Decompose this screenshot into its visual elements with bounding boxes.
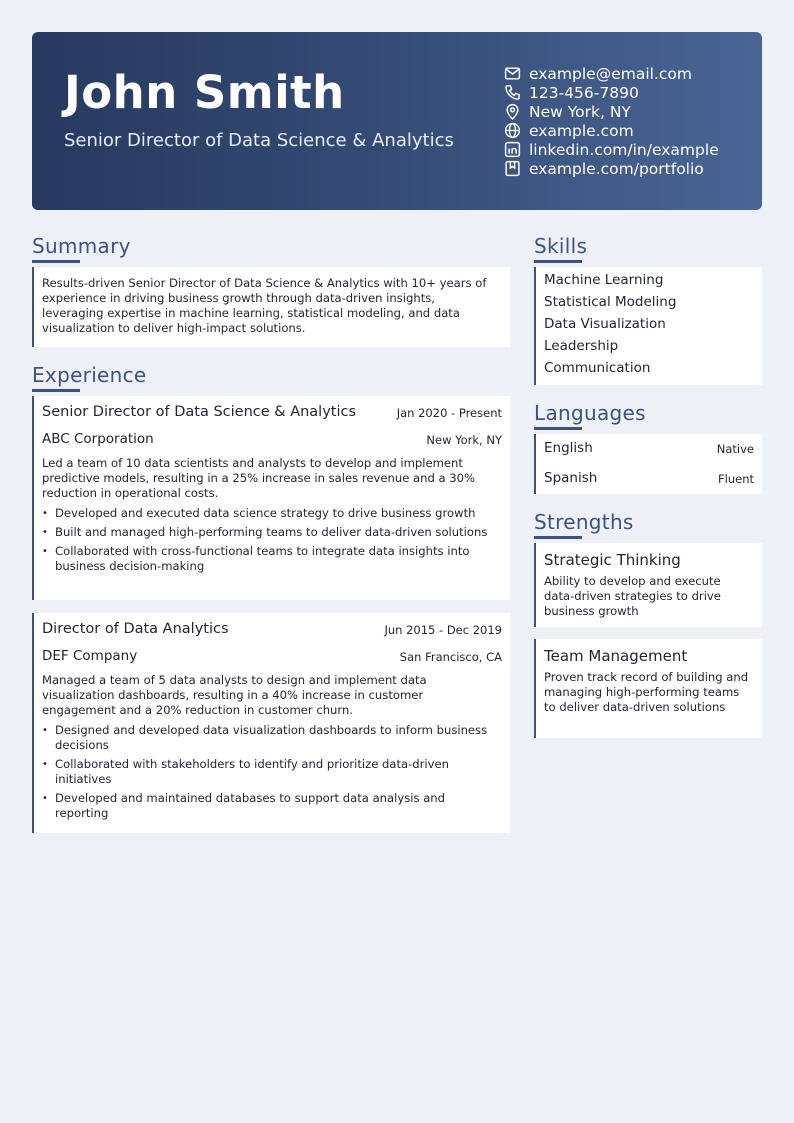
job-card bbox=[32, 613, 510, 833]
contact-linkedin[interactable] bbox=[504, 140, 719, 159]
job-bullet-list bbox=[42, 506, 500, 578]
strength-description: Proven track record of building and managing high-performing teams to deliver data-driven solutions bbox=[544, 670, 749, 714]
strength-card bbox=[534, 543, 762, 627]
contact-portfolio[interactable] bbox=[504, 159, 719, 178]
contact-website[interactable] bbox=[504, 121, 719, 140]
job-bullet: • Built and managed high-performing teams to deliver data-driven solutions bbox=[42, 525, 500, 540]
skills-underline bbox=[534, 260, 582, 263]
job-bullet-list bbox=[42, 723, 500, 825]
summary-heading: Summary bbox=[32, 234, 131, 258]
email-icon bbox=[504, 65, 521, 82]
contact-location bbox=[504, 102, 719, 121]
strength-title: Team Management bbox=[544, 647, 688, 665]
language-name: English bbox=[544, 440, 593, 456]
summary-text: Results-driven Senior Director of Data Science & Analytics with 10+ years of experience in driving business growth through data-driven insights, leveraging expertise in machine learning, statistical modeling, and data visualization to deliver high-impact solutions. bbox=[42, 276, 487, 335]
skill-item: Data Visualization bbox=[544, 316, 666, 332]
candidate-title: Senior Director of Data Science & Analytics bbox=[64, 130, 454, 151]
skill-item: Communication bbox=[544, 360, 651, 376]
summary-card bbox=[32, 267, 510, 347]
strengths-heading: Strengths bbox=[534, 510, 634, 534]
summary-underline bbox=[32, 260, 80, 263]
skills-heading: Skills bbox=[534, 234, 588, 258]
job-bullet: • Developed and maintained databases to support data analysis and reporting bbox=[42, 791, 500, 821]
job-dates: Jun 2015 - Dec 2019 bbox=[384, 623, 502, 637]
experience-heading: Experience bbox=[32, 363, 147, 387]
contact-location-text: New York, NY bbox=[529, 102, 631, 121]
skill-item: Statistical Modeling bbox=[544, 294, 677, 310]
job-role: Director of Data Analytics bbox=[42, 621, 229, 637]
contact-phone[interactable] bbox=[504, 83, 719, 102]
contact-email-text: example@email.com bbox=[529, 64, 692, 83]
job-company: DEF Company bbox=[42, 648, 138, 664]
contact-list bbox=[504, 64, 719, 178]
skill-item: Machine Learning bbox=[544, 272, 664, 288]
job-bullet: • Designed and developed data visualization dashboards to inform business decisions bbox=[42, 723, 500, 753]
job-role: Senior Director of Data Science & Analytics bbox=[42, 404, 357, 420]
job-company: ABC Corporation bbox=[42, 431, 154, 447]
job-bullet: • Developed and executed data science strategy to drive business growth bbox=[42, 506, 500, 521]
candidate-name: John Smith bbox=[64, 66, 345, 119]
language-level: Native bbox=[716, 442, 754, 456]
skills-card bbox=[534, 267, 762, 385]
job-dates: Jan 2020 - Present bbox=[396, 406, 502, 420]
job-card bbox=[32, 396, 510, 600]
phone-icon bbox=[504, 84, 521, 101]
strength-card bbox=[534, 639, 762, 738]
strength-title: Strategic Thinking bbox=[544, 551, 681, 569]
languages-heading: Languages bbox=[534, 401, 646, 425]
job-bullet: • Collaborated with stakeholders to identify and prioritize data-driven initiatives bbox=[42, 757, 500, 787]
job-description: Managed a team of 5 data analysts to design and implement data visualization dashboards, resulting in a 40% increase in customer engagement and a 20% reduction in customer churn. bbox=[42, 673, 427, 717]
resume-header bbox=[32, 32, 762, 210]
job-description: Led a team of 10 data scientists and analysts to develop and implement predictive models, resulting in a 25% increase in sales revenue and a 30% reduction in operational costs. bbox=[42, 456, 476, 500]
portfolio-icon bbox=[504, 160, 521, 177]
linkedin-icon bbox=[504, 141, 521, 158]
languages-card bbox=[534, 434, 762, 494]
globe-icon bbox=[504, 122, 521, 139]
contact-email[interactable] bbox=[504, 64, 719, 83]
contact-website-text: example.com bbox=[529, 121, 634, 140]
contact-linkedin-text: linkedin.com/in/example bbox=[529, 140, 719, 159]
language-level: Fluent bbox=[718, 472, 754, 486]
contact-portfolio-text: example.com/portfolio bbox=[529, 159, 704, 178]
languages-underline bbox=[534, 427, 582, 430]
skill-item: Leadership bbox=[544, 338, 619, 354]
location-icon bbox=[504, 103, 521, 120]
job-location: San Francisco, CA bbox=[399, 650, 502, 664]
contact-phone-text: 123-456-7890 bbox=[529, 83, 639, 102]
experience-underline bbox=[32, 389, 80, 392]
strengths-underline bbox=[534, 536, 582, 539]
job-location: New York, NY bbox=[426, 433, 502, 447]
job-bullet: • Collaborated with cross-functional teams to integrate data insights into business decision-making bbox=[42, 544, 500, 574]
language-name: Spanish bbox=[544, 470, 598, 486]
strength-description: Ability to develop and execute data-driven strategies to drive business growth bbox=[544, 574, 721, 618]
